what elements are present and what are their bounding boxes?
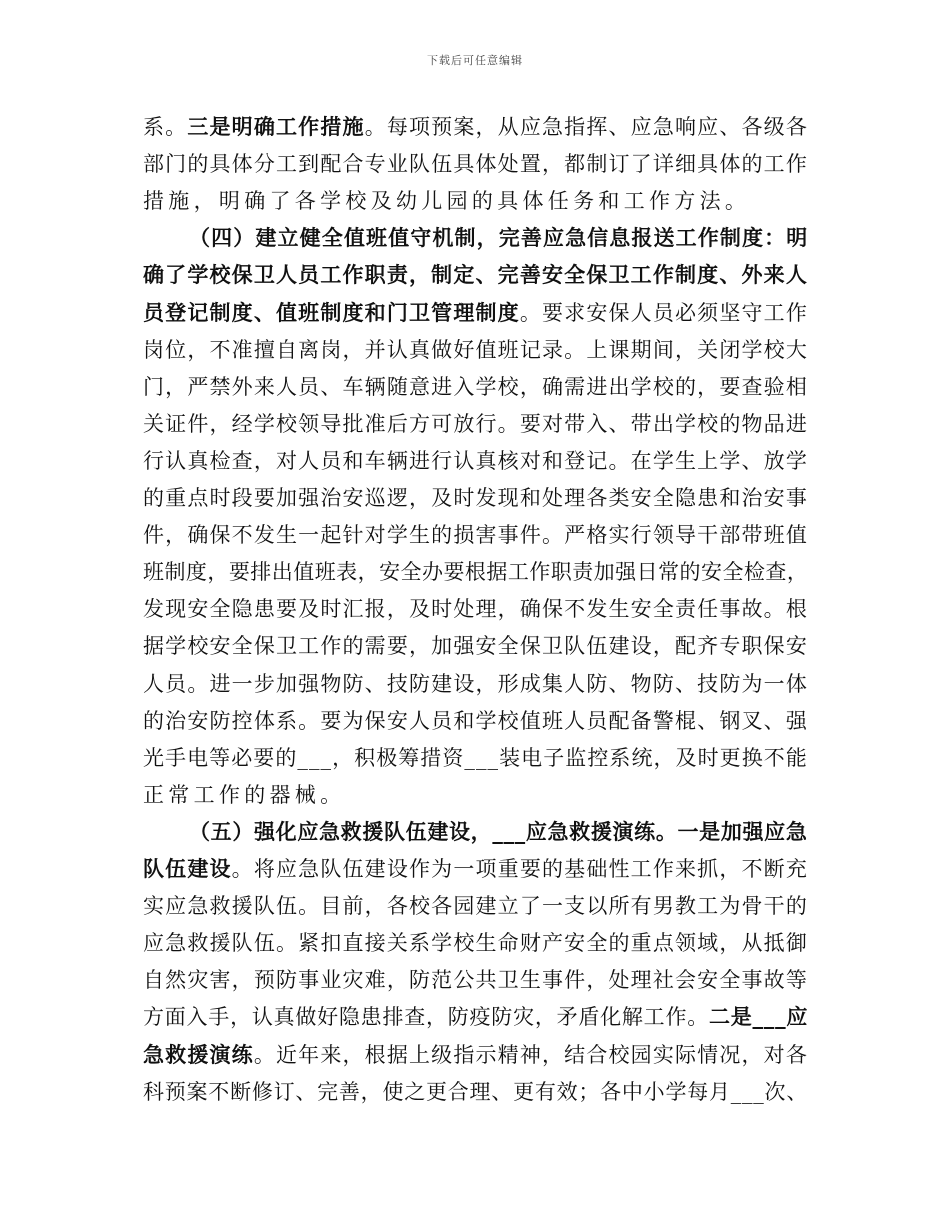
text-line [143,743,808,773]
text-line [143,706,808,736]
bold-text: （四）建立健全值班值守机制，完善应急信息报送工作制度：明 [189,225,809,251]
text-line [143,112,808,142]
text-run: 件，确保不发生一起针对学生的损害事件。严格实行领导干部带班值 [143,523,808,548]
text-line [143,891,808,921]
text-run: 的重点时段要加强治安巡逻，及时发现和处理各类安全隐患和治安事 [143,486,808,510]
text-line [143,520,808,550]
text-line [143,335,808,365]
text-run: 部门的具体分工到配合专业队伍具体处置，都制订了详细具体的工作 [143,152,808,177]
text-line [143,149,808,179]
text-line [143,1040,808,1070]
text-run: 。每项预案，从应急指挥、应急响应、各级各 [364,115,809,139]
text-run: 实应急救援队伍。目前，各校各园建立了一支以所有男教工为骨干的 [143,894,808,919]
text-run: 据学校安全保卫工作的需要，加强安全保卫队伍建设，配齐专职保安 [143,634,808,659]
text-line [143,557,808,587]
text-line [143,780,345,810]
text-run: 光手电等必要的___，积极筹措资___装电子监控系统，及时更换不能 [143,745,808,770]
text-run: 门，严禁外来人员、车辆随意进入学校，确需进出学校的，要查验相 [143,374,808,399]
bold-text: 二是___应 [709,1004,809,1030]
text-run: 的治安防控体系。要为保安人员和学校值班人员配备警棍、钢叉、强 [143,708,808,733]
text-run: 正常工作的器械。 [143,782,346,807]
bold-text: 员登记制度、值班制度和门卫管理制度 [143,299,520,325]
bold-text: 急救援演练 [143,1041,254,1067]
text-line [143,928,808,958]
text-line [143,483,808,513]
bold-text: 确了学校保卫人员工作职责，制定、完善安全保卫工作制度、外来人 [143,262,808,288]
text-line [143,965,808,995]
text-run: 。要求安保人员必须坚守工作 [519,300,809,325]
text-line [143,1002,808,1032]
text-run: 系。 [143,115,188,139]
text-run: 。近年来，根据上级指示精神，结合校园实际情况，对各 [253,1042,809,1067]
text-run: 应急救援队伍。紧扣直接关系学校生命财产安全的重点领域，从抵御 [143,931,808,956]
text-line [143,372,808,402]
bold-text: 队伍建设 [143,856,232,881]
text-run: 科预案不断修订、完善，使之更合理、更有效；各中小学每月___次、 [143,1079,809,1104]
text-line [143,409,808,439]
text-line [143,631,808,661]
text-run: 关证件，经学校领导批准后方可放行。要对带入、带出学校的物品进 [143,411,808,436]
text-run: 岗位，不准擅自离岗，并认真做好值班记录。上课期间，关闭学校大 [143,337,808,362]
text-run: 人员。进一步加强物防、技防建设，形成集人防、物防、技防为一体 [143,671,808,696]
text-line [189,817,808,847]
text-line [143,854,808,884]
text-line [189,223,808,253]
text-line [143,446,808,476]
text-line [143,594,808,624]
bold-text: 三是明确工作措施 [187,114,365,139]
text-run: 措施，明确了各学校及幼儿园的具体任务和工作方法。 [143,189,751,214]
text-run: 班制度，要排出值班表，安全办要根据工作职责加强日常的安全检查， [143,560,809,585]
text-line [143,186,750,216]
text-run: 。将应急队伍建设作为一项重要的基础性工作来抓，不断充 [231,857,809,881]
bold-text: （五）强化应急救援队伍建设，___应急救援演练。一是加强应急 [189,818,808,844]
text-line [143,298,808,328]
text-line [143,260,808,290]
text-run: 行认真检查，对人员和车辆进行认真核对和登记。在学生上学、放学 [143,448,808,473]
text-run: 发现安全隐患要及时汇报，及时处理，确保不发生安全责任事故。根 [143,597,808,622]
text-line [143,1077,808,1107]
text-line [143,669,808,699]
text-run: 方面入手，认真做好隐患排查，防疫防灾，矛盾化解工作。 [143,1005,709,1030]
text-run: 自然灾害，预防事业灾难，防范公共卫生事件，处理社会安全事故等 [143,968,808,993]
page-header: 下载后可任意编辑 [427,54,523,67]
